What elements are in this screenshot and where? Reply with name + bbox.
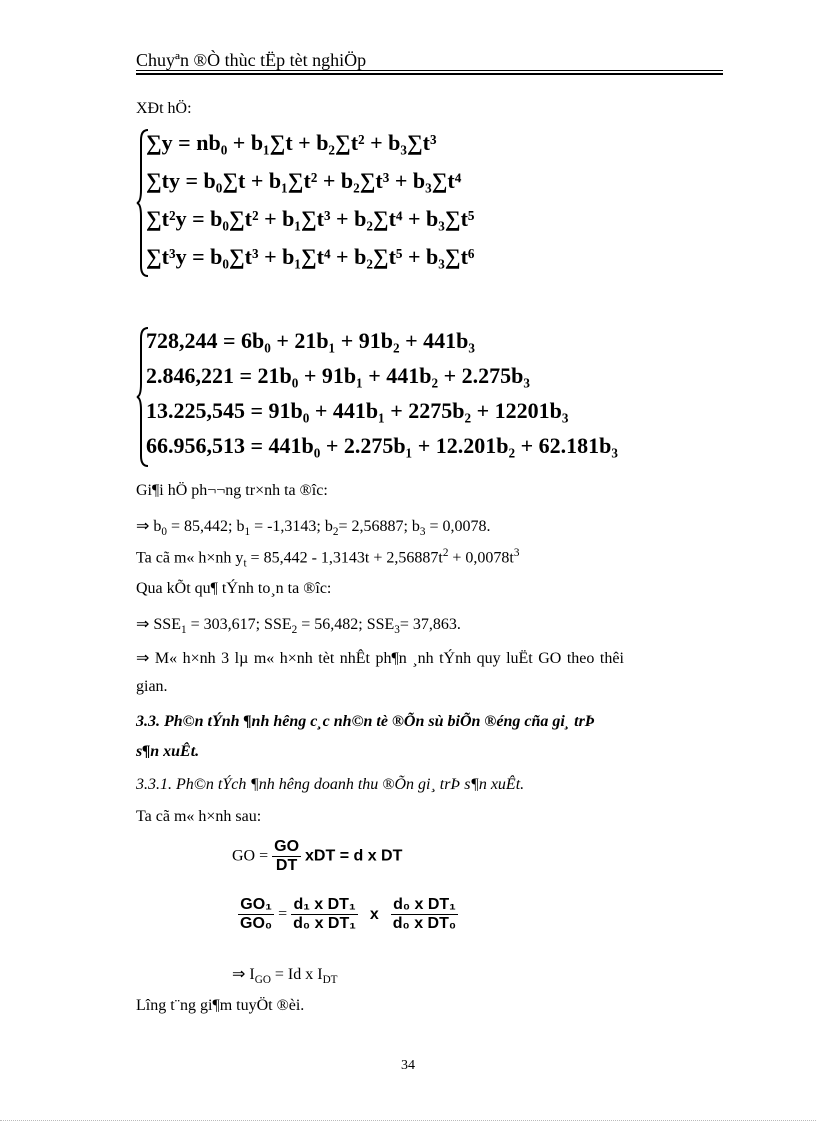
sse-1: = 303,617; SSE <box>186 616 292 633</box>
text-sse <box>136 614 461 636</box>
subscript: 1 <box>180 624 187 637</box>
formula-go <box>232 838 402 875</box>
page-number: 34 <box>401 1058 415 1073</box>
coef-b1: = -1,3143; b <box>250 518 333 535</box>
sse-prefix: ⇒ SSE <box>136 616 181 633</box>
header-rule <box>136 70 723 71</box>
page-bottom-border <box>0 1120 816 1121</box>
text-xet-he: XÐt hÖ: <box>136 100 192 117</box>
equation-row: ∑ty = b₀∑t + b₁∑t² + b₂∑t³ + b₃∑t⁴ <box>146 168 462 193</box>
fraction-denominator: DT <box>275 857 298 874</box>
text-ta-co-mo-hinh: Ta cã m« h×nh sau: <box>136 808 262 825</box>
fraction-numerator: d₁ x DT₁ <box>291 896 358 915</box>
fraction-numerator: d₀ x DT₁ <box>391 896 458 915</box>
equation-row: 728,244 = 6b₀ + 21b₁ + 91b₂ + 441b₃ <box>146 328 475 353</box>
coef-b2: = 2,56887; b <box>338 518 420 535</box>
equation-row: ∑t²y = b₀∑t² + b₁∑t³ + b₂∑t⁴ + b₃∑t⁵ <box>146 206 475 231</box>
fraction-go1-go0 <box>238 896 274 933</box>
text-model <box>136 547 519 570</box>
text-conclusion-line-2: gian. <box>136 678 168 695</box>
subsection-heading-3-3-1: 3.3.1. Ph©n tÝch ¶nh hêng doanh thu ®Õn gi¸ trÞ s¶n xuÊt. <box>136 776 525 793</box>
fraction-go-dt <box>272 838 301 875</box>
header-rule-thick <box>136 73 723 75</box>
igo-prefix: ⇒ I <box>232 966 255 983</box>
model-prefix: Ta cã m« h×nh y <box>136 549 244 567</box>
sse-2: = 56,482; SSE <box>297 616 395 633</box>
equation-row: 66.956,513 = 441b₀ + 2.275b₁ + 12.201b₂ + 62.181b₃ <box>146 433 618 458</box>
section-heading-3-3: 3.3. Ph©n tÝnh ¶nh hêng c¸c nh©n tè ®Õn sù biÕn ®éng cña gi¸ trÞ <box>136 713 595 730</box>
fraction-numerator: GO₁ <box>238 896 274 915</box>
superscript: 3 <box>513 547 520 559</box>
formula-go-lhs: GO = <box>232 847 273 865</box>
subscript: t <box>243 557 247 570</box>
subscript: DT <box>322 974 338 987</box>
text-coefficients: ⇒ $b_0 = 85,442$; $b_1 = -1,3143$; $b_2= 2,56887$; $b_3 = 0,0078$. <box>136 518 491 539</box>
model-terms-2: + 0,0078t <box>448 549 514 567</box>
subscript: GO <box>254 974 271 987</box>
fraction-denominator: d₀ x DT₁ <box>293 915 356 932</box>
igo-mid: = Id x I <box>270 966 323 983</box>
coef-b3: = 0,0078. <box>425 518 491 535</box>
subscript: 1 <box>244 526 251 539</box>
superscript: 2 <box>442 547 449 559</box>
fraction-numerator: GO <box>274 838 300 855</box>
subscript: 2 <box>291 624 298 637</box>
equals-sign: = <box>278 905 288 923</box>
fraction-d-dt <box>291 896 358 933</box>
text-conclusion-line-1: ⇒ M« h×nh 3 lµ m« h×nh tèt nhÊt ph¶n ¸nh tÝnh quy luËt GO theo thêi <box>136 650 624 667</box>
coef-b0: = 85,442; b <box>167 518 245 535</box>
times-sign: x <box>369 905 379 923</box>
text-luong-tang-giam: Lîng t¨ng gi¶m tuyÖt ®èi. <box>136 997 305 1014</box>
text-giai-he: Gi¶i hÖ ph¬¬ng tr×nh ta ®îc: <box>136 482 328 499</box>
equation-row: ∑y = nb₀ + b₁∑t + b₂∑t² + b₃∑t³ <box>146 130 437 155</box>
fraction-d0-dt <box>391 896 458 933</box>
subscript: 2 <box>332 526 339 539</box>
section-heading-3-3-cont: s¶n xuÊt. <box>136 743 200 760</box>
subscript: 3 <box>419 526 426 539</box>
subscript: 3 <box>394 624 400 637</box>
fraction-denominator: d₀ x DT₀ <box>392 915 457 932</box>
formula-ratio <box>238 896 458 933</box>
equation-row: ∑t³y = b₀∑t³ + b₁∑t⁴ + b₂∑t⁵ + b₃∑t⁶ <box>146 244 475 269</box>
model-terms: = 85,442 - 1,3143t + 2,56887t <box>246 549 443 567</box>
page-header-title: Chuyªn ®Ò thùc tËp tèt nghiÖp <box>136 50 367 70</box>
text-qua-ket-qua: Qua kÕt qu¶ tÝnh to¸n ta ®îc: <box>136 580 332 597</box>
formula-go-rhs: xDT = d x DT <box>305 847 403 865</box>
equation-row: 13.225,545 = 91b₀ + 441b₁ + 2275b₂ + 12201b₃ <box>146 398 569 423</box>
implies-prefix: ⇒ <box>136 518 154 535</box>
fraction-denominator: GO₀ <box>240 915 273 932</box>
equation-row: 2.846,221 = 21b₀ + 91b₁ + 441b₂ + 2.275b₃ <box>146 363 530 388</box>
sse-3: = 37,863. <box>399 616 461 633</box>
formula-igo <box>232 964 338 986</box>
subscript: 0 <box>161 526 167 539</box>
